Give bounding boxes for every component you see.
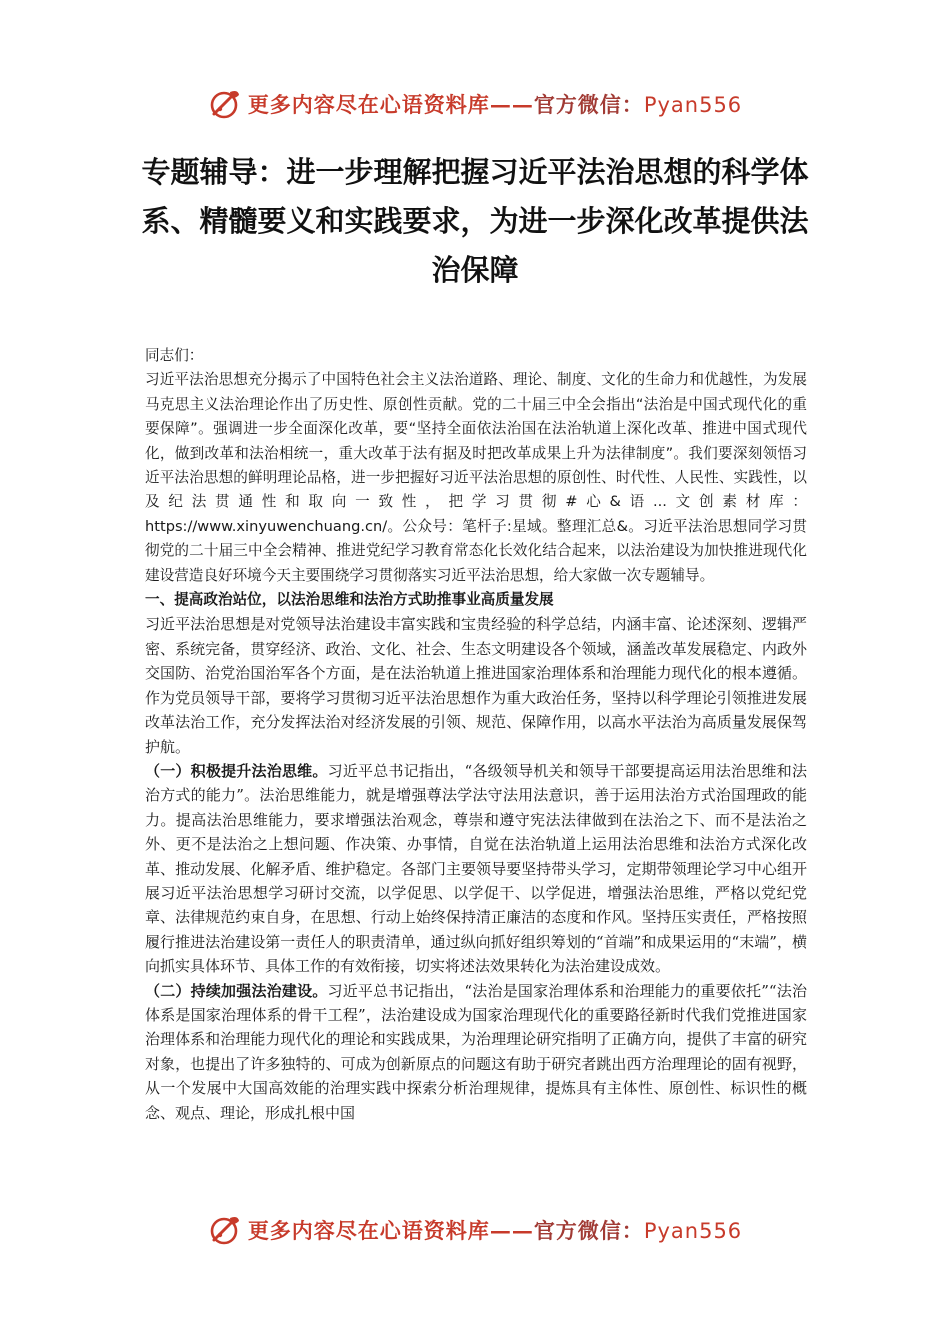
brush-logo-icon xyxy=(208,1213,242,1247)
document-body xyxy=(145,344,807,1125)
watermark-text: 更多内容尽在心语资料库——官方微信：Pyan556 xyxy=(247,1218,743,1243)
subsection-2-text: 习近平总书记指出，“法治是国家治理体系和治理能力的重要依托”“法治体系是国家治理体系的骨干工程”，法治建设成为国家治理现代化的重要路径新时代我们党推进国家治理体系和治理能力现代化的理论和实践成果，为治理理论研究指明了正确方向，提供了丰富的研究对象，也提出了许多独特的、可成为创新原点的问题这有助于研究者跳出西方治理理论的固有视野，从一个发展中大国高效能的治理实践中探索分析治理规律，提炼具有主体性、原创性、标识性的概念、观点、理论，形成扎根中国 xyxy=(145,981,807,1122)
section-1-heading: 一、提高政治站位，以法治思维和法治方式助推事业高质量发展 xyxy=(145,591,554,609)
watermark-banner-bottom xyxy=(0,1210,950,1250)
watermark-text: 更多内容尽在心语资料库——官方微信：Pyan556 xyxy=(247,92,743,117)
subsection-1-paragraph xyxy=(145,759,807,979)
watermark-banner-top xyxy=(0,84,950,124)
greeting: 同志们： xyxy=(145,347,204,364)
subsection-1-text: 习近平总书记指出，“各级领导机关和领导干部要提高运用法治思维和法治方式的能力”。法治思维能力，就是增强尊法学法守法用法意识，善于运用法治方式治国理政的能力。提高法治思维能力，要求增强法治观念，尊崇和遵守宪法法律做到在法治之下、而不是法治之外、更不是法治之上想问题、作决策、办事情，自觉在法治轨道上运用法治思维和法治方式深化改革、推动发展、化解矛盾、维护稳定。各部门主要领导要坚持带头学习，定期带领理论学习中心组开展习近平法治思想学习研讨交流，以学促思、以学促干、以学促进，增强法治思维，严格以党纪党章、法律规范约束自身，在思想、行动上始终保持清正廉洁的态度和作风。坚持压实责任，严格按照履行推进法治建设第一责任人的职责清单，通过纵向抓好组织筹划的“首端”和成果运用的“末端”，横向抓实具体环节、具体工作的有效衔接，切实将述法效果转化为法治建设成效。 xyxy=(145,761,807,976)
subsection-1-lead: （一）积极提升法治思维。 xyxy=(145,761,328,780)
intro-paragraph: 习近平法治思想充分揭示了中国特色社会主义法治道路、理论、制度、文化的生命力和优越性，为发展马克思主义法治理论作出了历史性、原创性贡献。党的二十届三中全会指出“法治是中国式现代化的重要保障”。强调进一步全面深化改革，要“坚持全面依法治国在法治轨道上深化改革、推进中国式现代化，做到改革和法治相统一，重大改革于法有据及时把改革成果上升为法律制度”。我们要深刻领悟习近平法治思想的鲜明理论品格，进一步把握好习近平法治思想的原创性、时代性、人民性、实践性，以及纪法贯通性和取向一致性，把学习贯彻#心&语...文创素材库：https://www.xinyuwenchuang.cn/。公众号：笔杆子:星域。整理汇总&。习近平法治思想同学习贯彻党的二十届三中全会精神、推进党纪学习教育常态化长效化结合起来，以法治建设为加快推进现代化建设营造良好环境今天主要围绕学习贯彻落实习近平法治思想，给大家做一次专题辅导。 xyxy=(145,371,807,584)
section-1-paragraph: 习近平法治思想是对党领导法治建设丰富实践和宝贵经验的科学总结，内涵丰富、论述深刻、逻辑严密、系统完备，贯穿经济、政治、文化、社会、生态文明建设各个领域，涵盖改革发展稳定、内政外交国防、治党治国治军各个方面，是在法治轨道上推进国家治理体系和治理能力现代化的根本遵循。作为党员领导干部，要将学习贯彻习近平法治思想作为重大政治任务，坚持以科学理论引领推进发展改革法治工作，充分发挥法治对经济发展的引领、规范、保障作用，以高水平法治为高质量发展保驾护航。 xyxy=(145,615,807,756)
subsection-2-lead: （二）持续加强法治建设。 xyxy=(145,981,328,1000)
document-title: 专题辅导：进一步理解把握习近平法治思想的科学体系、精髓要义和实践要求，为进一步深化改革提供法治保障 xyxy=(141,155,809,287)
brush-logo-icon xyxy=(208,87,242,121)
subsection-2-paragraph xyxy=(145,979,807,1125)
